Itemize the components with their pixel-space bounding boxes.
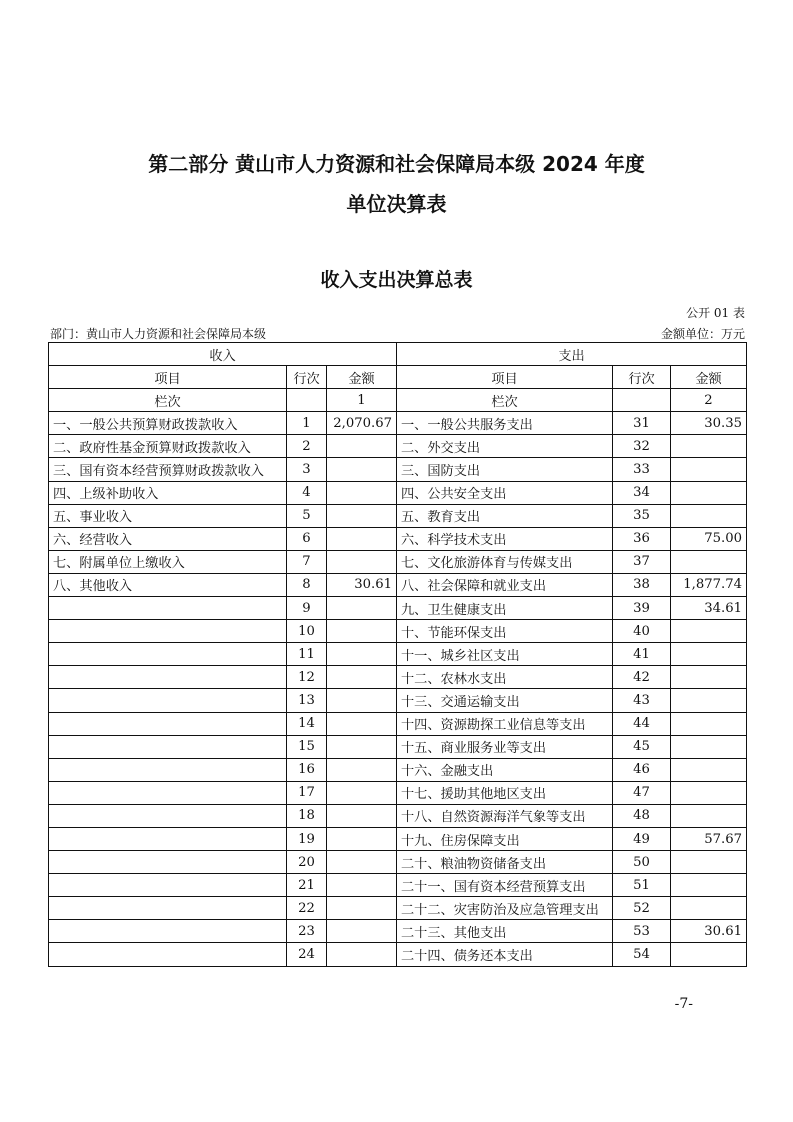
expense-amount-cell xyxy=(671,804,747,827)
expense-amount-header: 金额 xyxy=(671,366,747,389)
table-row xyxy=(49,781,747,804)
table-row xyxy=(49,827,747,850)
income-row-no-cell: 23 xyxy=(287,920,327,943)
income-item-cell: 三、国有资本经营预算财政拨款收入 xyxy=(49,458,287,481)
table-row xyxy=(49,897,747,920)
expense-item-cell: 十五、商业服务业等支出 xyxy=(397,735,613,758)
expense-item-cell: 十、节能环保支出 xyxy=(397,620,613,643)
expense-row-no-cell: 50 xyxy=(613,851,671,874)
expense-amount-cell: 1,877.74 xyxy=(671,573,747,596)
table-row xyxy=(49,666,747,689)
table-row xyxy=(49,481,747,504)
table-row xyxy=(49,943,747,966)
expense-item-cell: 十七、援助其他地区支出 xyxy=(397,781,613,804)
expense-row-no-cell: 49 xyxy=(613,827,671,850)
expense-item-cell: 八、社会保障和就业支出 xyxy=(397,573,613,596)
expense-row-no-cell: 38 xyxy=(613,573,671,596)
income-item-cell xyxy=(49,620,287,643)
income-item-cell: 六、经营收入 xyxy=(49,527,287,550)
expense-amount-cell xyxy=(671,689,747,712)
expense-item-cell: 五、教育支出 xyxy=(397,504,613,527)
income-column-blank xyxy=(287,389,327,412)
income-amount-cell xyxy=(327,804,397,827)
table-row xyxy=(49,851,747,874)
income-amount-cell xyxy=(327,758,397,781)
expense-row-no-cell: 48 xyxy=(613,804,671,827)
expense-amount-cell: 30.61 xyxy=(671,920,747,943)
expense-amount-cell xyxy=(671,851,747,874)
expense-item-cell: 十八、自然资源海洋气象等支出 xyxy=(397,804,613,827)
income-item-cell: 五、事业收入 xyxy=(49,504,287,527)
income-amount-cell xyxy=(327,943,397,966)
expense-amount-cell xyxy=(671,897,747,920)
income-row-no-cell: 2 xyxy=(287,435,327,458)
income-item-cell: 二、政府性基金预算财政拨款收入 xyxy=(49,435,287,458)
income-row-no-cell: 5 xyxy=(287,504,327,527)
income-amount-cell: 30.61 xyxy=(327,573,397,596)
table-row xyxy=(49,504,747,527)
table-row xyxy=(49,689,747,712)
table-row xyxy=(49,620,747,643)
income-item-cell: 七、附属单位上缴收入 xyxy=(49,550,287,573)
expense-row-no-cell: 39 xyxy=(613,597,671,620)
income-row-no-cell: 9 xyxy=(287,597,327,620)
expense-item-cell: 四、公共安全支出 xyxy=(397,481,613,504)
expense-row-no-cell: 36 xyxy=(613,527,671,550)
income-amount-cell xyxy=(327,643,397,666)
header-row-column-numbers xyxy=(49,389,747,412)
income-amount-cell xyxy=(327,874,397,897)
table-row xyxy=(49,712,747,735)
income-amount-cell xyxy=(327,527,397,550)
expense-item-cell: 十六、金融支出 xyxy=(397,758,613,781)
income-item-cell xyxy=(49,758,287,781)
expense-item-cell: 二十一、国有资本经营预算支出 xyxy=(397,874,613,897)
expense-amount-cell: 57.67 xyxy=(671,827,747,850)
document-title: 第二部分 黄山市人力资源和社会保障局本级 2024 年度 xyxy=(148,152,645,176)
table-row xyxy=(49,458,747,481)
income-amount-cell: 2,070.67 xyxy=(327,412,397,435)
income-row-no-cell: 12 xyxy=(287,666,327,689)
income-item-cell xyxy=(49,597,287,620)
income-item-cell xyxy=(49,920,287,943)
document-subtitle: 单位决算表 xyxy=(346,192,447,216)
expense-item-cell: 二十三、其他支出 xyxy=(397,920,613,943)
table-row xyxy=(49,874,747,897)
expense-row-no-cell: 35 xyxy=(613,504,671,527)
income-amount-cell xyxy=(327,620,397,643)
expense-item-cell: 二十四、债务还本支出 xyxy=(397,943,613,966)
expense-amount-cell xyxy=(671,435,747,458)
income-amount-cell xyxy=(327,435,397,458)
table-row xyxy=(49,573,747,596)
expense-row-no-cell: 33 xyxy=(613,458,671,481)
income-amount-cell xyxy=(327,689,397,712)
income-row-no-cell: 22 xyxy=(287,897,327,920)
table-row xyxy=(49,804,747,827)
income-item-cell xyxy=(49,735,287,758)
income-row-no-cell: 8 xyxy=(287,573,327,596)
expense-amount-cell xyxy=(671,735,747,758)
expense-item-cell: 二十、粮油物资储备支出 xyxy=(397,851,613,874)
expense-column-blank xyxy=(613,389,671,412)
income-row-no-cell: 17 xyxy=(287,781,327,804)
income-row-no-cell: 3 xyxy=(287,458,327,481)
expense-amount-cell xyxy=(671,874,747,897)
table-row xyxy=(49,920,747,943)
expense-amount-cell xyxy=(671,666,747,689)
income-item-cell xyxy=(49,781,287,804)
income-row-no-cell: 11 xyxy=(287,643,327,666)
table-row xyxy=(49,412,747,435)
income-amount-cell xyxy=(327,897,397,920)
expense-item-cell: 十九、住房保障支出 xyxy=(397,827,613,850)
income-amount-header: 金额 xyxy=(327,366,397,389)
income-item-cell xyxy=(49,827,287,850)
expense-row-no-cell: 43 xyxy=(613,689,671,712)
expense-row-no-header: 行次 xyxy=(613,366,671,389)
income-row-no-cell: 21 xyxy=(287,874,327,897)
table-row xyxy=(49,550,747,573)
income-item-cell: 一、一般公共预算财政拨款收入 xyxy=(49,412,287,435)
income-item-cell xyxy=(49,943,287,966)
expense-row-no-cell: 40 xyxy=(613,620,671,643)
income-expense-table xyxy=(48,342,747,967)
income-row-no-cell: 24 xyxy=(287,943,327,966)
expense-row-no-cell: 53 xyxy=(613,920,671,943)
table-title: 收入支出决算总表 xyxy=(320,269,473,291)
income-amount-cell xyxy=(327,458,397,481)
income-column-label: 栏次 xyxy=(49,389,287,412)
expense-column-label: 栏次 xyxy=(397,389,613,412)
expense-row-no-cell: 46 xyxy=(613,758,671,781)
income-item-cell xyxy=(49,804,287,827)
expense-item-cell: 十四、资源勘探工业信息等支出 xyxy=(397,712,613,735)
table-row xyxy=(49,597,747,620)
expense-amount-cell xyxy=(671,781,747,804)
income-amount-cell xyxy=(327,666,397,689)
expense-section-header: 支出 xyxy=(397,343,747,366)
income-amount-cell xyxy=(327,597,397,620)
income-item-cell xyxy=(49,689,287,712)
expense-item-cell: 十二、农林水支出 xyxy=(397,666,613,689)
expense-row-no-cell: 52 xyxy=(613,897,671,920)
income-amount-cell xyxy=(327,920,397,943)
expense-item-header: 项目 xyxy=(397,366,613,389)
expense-row-no-cell: 31 xyxy=(613,412,671,435)
expense-row-no-cell: 32 xyxy=(613,435,671,458)
expense-item-cell: 三、国防支出 xyxy=(397,458,613,481)
expense-amount-cell xyxy=(671,712,747,735)
expense-item-cell: 十三、交通运输支出 xyxy=(397,689,613,712)
income-row-no-cell: 13 xyxy=(287,689,327,712)
income-amount-cell xyxy=(327,735,397,758)
table-row xyxy=(49,758,747,781)
expense-row-no-cell: 41 xyxy=(613,643,671,666)
income-amount-cell xyxy=(327,827,397,850)
income-column-number: 1 xyxy=(327,389,397,412)
expense-row-no-cell: 51 xyxy=(613,874,671,897)
income-row-no-cell: 16 xyxy=(287,758,327,781)
expense-item-cell: 二十二、灾害防治及应急管理支出 xyxy=(397,897,613,920)
table-row xyxy=(49,435,747,458)
expense-amount-cell xyxy=(671,550,747,573)
expense-row-no-cell: 47 xyxy=(613,781,671,804)
income-amount-cell xyxy=(327,851,397,874)
table-row xyxy=(49,735,747,758)
income-item-cell xyxy=(49,874,287,897)
expense-amount-cell xyxy=(671,504,747,527)
expense-row-no-cell: 44 xyxy=(613,712,671,735)
expense-amount-cell: 75.00 xyxy=(671,527,747,550)
income-section-header: 收入 xyxy=(49,343,397,366)
expense-amount-cell: 34.61 xyxy=(671,597,747,620)
income-row-no-cell: 7 xyxy=(287,550,327,573)
income-row-no-cell: 6 xyxy=(287,527,327,550)
income-item-cell xyxy=(49,712,287,735)
expense-item-cell: 十一、城乡社区支出 xyxy=(397,643,613,666)
income-amount-cell xyxy=(327,781,397,804)
header-row-columns xyxy=(49,366,747,389)
income-row-no-header: 行次 xyxy=(287,366,327,389)
income-amount-cell xyxy=(327,504,397,527)
expense-amount-cell xyxy=(671,458,747,481)
income-row-no-cell: 14 xyxy=(287,712,327,735)
table-row xyxy=(49,527,747,550)
expense-item-cell: 六、科学技术支出 xyxy=(397,527,613,550)
income-item-cell: 四、上级补助收入 xyxy=(49,481,287,504)
income-item-cell: 八、其他收入 xyxy=(49,573,287,596)
expense-amount-cell xyxy=(671,758,747,781)
income-item-cell xyxy=(49,666,287,689)
amount-unit-label: 金额单位：万元 xyxy=(660,327,745,341)
income-amount-cell xyxy=(327,550,397,573)
expense-column-number: 2 xyxy=(671,389,747,412)
expense-amount-cell xyxy=(671,481,747,504)
header-row-sections xyxy=(49,343,747,366)
income-item-cell xyxy=(49,851,287,874)
expense-item-cell: 七、文化旅游体育与传媒支出 xyxy=(397,550,613,573)
expense-row-no-cell: 54 xyxy=(613,943,671,966)
income-item-cell xyxy=(49,897,287,920)
expense-row-no-cell: 34 xyxy=(613,481,671,504)
expense-amount-cell xyxy=(671,943,747,966)
income-amount-cell xyxy=(327,712,397,735)
expense-amount-cell xyxy=(671,643,747,666)
expense-row-no-cell: 37 xyxy=(613,550,671,573)
income-row-no-cell: 20 xyxy=(287,851,327,874)
form-code: 公开 01 表 xyxy=(686,306,745,320)
income-row-no-cell: 15 xyxy=(287,735,327,758)
expense-item-cell: 一、一般公共服务支出 xyxy=(397,412,613,435)
expense-amount-cell: 30.35 xyxy=(671,412,747,435)
expense-item-cell: 九、卫生健康支出 xyxy=(397,597,613,620)
department-label: 部门：黄山市人力资源和社会保障局本级 xyxy=(50,327,267,341)
expense-item-cell: 二、外交支出 xyxy=(397,435,613,458)
income-item-cell xyxy=(49,643,287,666)
income-row-no-cell: 10 xyxy=(287,620,327,643)
income-amount-cell xyxy=(327,481,397,504)
table-row xyxy=(49,643,747,666)
expense-amount-cell xyxy=(671,620,747,643)
income-row-no-cell: 19 xyxy=(287,827,327,850)
income-row-no-cell: 1 xyxy=(287,412,327,435)
expense-row-no-cell: 45 xyxy=(613,735,671,758)
income-row-no-cell: 4 xyxy=(287,481,327,504)
page-number: -7- xyxy=(674,996,693,1012)
expense-row-no-cell: 42 xyxy=(613,666,671,689)
income-item-header: 项目 xyxy=(49,366,287,389)
income-row-no-cell: 18 xyxy=(287,804,327,827)
